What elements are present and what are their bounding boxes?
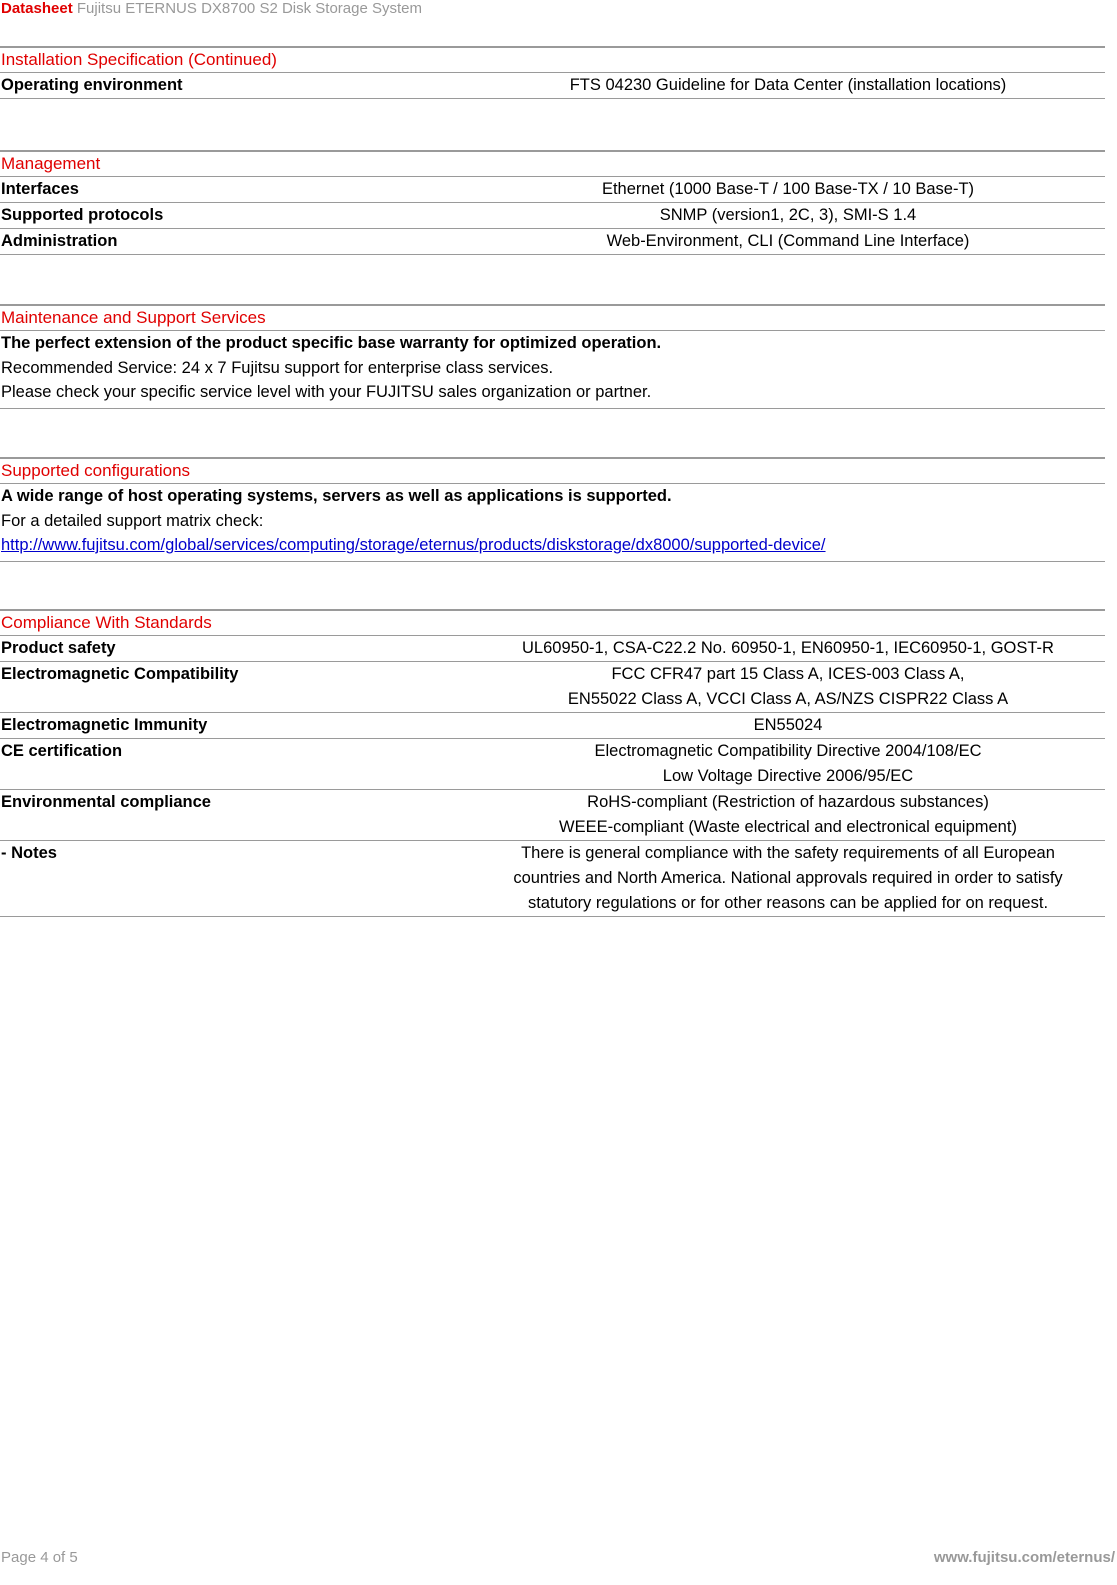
spec-value-line: Ethernet (1000 Base-T / 100 Base-TX / 10 Base-T) — [601, 180, 975, 198]
spec-value — [471, 203, 1105, 228]
spec-value-line: UL60950-1, CSA-C22.2 No. 60950-1, EN60950-1, IEC60950-1, GOST-R — [522, 639, 1054, 657]
spec-value — [471, 662, 1105, 712]
spec-value-line: SNMP (version1, 2C, 3), SMI-S 1.4 — [659, 206, 917, 224]
spec-value-line: EN55022 Class A, VCCI Class A, AS/NZS CISPR22 Class A — [567, 690, 1009, 708]
management-title: Management — [0, 150, 1105, 177]
spec-label: Administration — [1, 232, 118, 250]
spec-label: - Notes — [1, 844, 57, 862]
spec-value — [471, 713, 1105, 738]
page-number: Page 4 of 5 — [1, 1549, 78, 1566]
header-brand: Datasheet — [1, 0, 73, 17]
spec-value-line: There is general compliance with the safety requirements of all European — [521, 844, 1055, 862]
spec-label: Environmental compliance — [1, 793, 211, 811]
installation-section — [0, 46, 1105, 99]
spec-value — [471, 229, 1105, 254]
maintenance-line1: Recommended Service: 24 x 7 Fujitsu support for enterprise class services. — [1, 358, 554, 377]
spec-label: Supported protocols — [1, 206, 164, 224]
spec-label: Operating environment — [1, 76, 183, 94]
maintenance-text — [0, 331, 1105, 409]
spec-value — [471, 739, 1105, 789]
spec-label: Electromagnetic Immunity — [1, 716, 208, 734]
compliance-section — [0, 609, 1105, 917]
spec-row — [0, 73, 1105, 99]
spec-label: CE certification — [1, 742, 123, 760]
spec-value-line: Low Voltage Directive 2006/95/EC — [662, 767, 914, 785]
spec-row — [0, 841, 1105, 917]
spec-value-line: RoHS-compliant (Restriction of hazardous substances) — [587, 793, 989, 811]
maintenance-line2: Please check your specific service level with your FUJITSU sales organization or partner. — [1, 383, 652, 401]
maintenance-section — [0, 304, 1105, 409]
spec-value-line: countries and North America. National approvals required in order to satisfy — [513, 869, 1063, 887]
spec-value-line: FTS 04230 Guideline for Data Center (installation locations) — [569, 76, 1007, 94]
installation-title: Installation Specification (Continued) — [0, 46, 1105, 73]
spec-row — [0, 739, 1105, 790]
maintenance-title: Maintenance and Support Services — [0, 304, 1105, 331]
spec-value-line: WEEE-compliant (Waste electrical and electronical equipment) — [559, 818, 1017, 836]
spec-value-line: EN55024 — [753, 716, 823, 734]
spec-value — [471, 73, 1105, 98]
footer-url: www.fujitsu.com/eternus/ — [933, 1549, 1115, 1566]
spec-value — [471, 841, 1105, 916]
configurations-title: Supported configurations — [0, 457, 1105, 484]
spec-value — [471, 177, 1105, 202]
spec-row — [0, 790, 1105, 841]
management-section — [0, 150, 1105, 255]
compliance-title: Compliance With Standards — [0, 609, 1105, 636]
spec-row — [0, 229, 1105, 255]
spec-label: Electromagnetic Compatibility — [1, 665, 239, 683]
page-header — [1, 0, 422, 18]
configurations-text — [0, 484, 1105, 562]
spec-value — [471, 636, 1105, 661]
spec-row — [0, 713, 1105, 739]
spec-value-line: FCC CFR47 part 15 Class A, ICES-003 Class A, — [611, 665, 965, 683]
maintenance-lead: The perfect extension of the product specific base warranty for optimized operation. — [1, 334, 662, 352]
spec-row — [0, 177, 1105, 203]
configurations-section — [0, 457, 1105, 562]
spec-label: Interfaces — [1, 180, 79, 198]
spec-value-line: Electromagnetic Compatibility Directive 2004/108/EC — [594, 742, 982, 760]
spec-value-line: Web-Environment, CLI (Command Line Interface) — [606, 232, 970, 250]
spec-row — [0, 662, 1105, 713]
configurations-lead: A wide range of host operating systems, servers as well as applications is supported. — [1, 487, 672, 505]
configurations-line1: For a detailed support matrix check: — [1, 511, 264, 530]
spec-value — [471, 790, 1105, 840]
spec-value-line: statutory regulations or for other reasons can be applied for on request. — [527, 894, 1049, 912]
spec-row — [0, 203, 1105, 229]
support-matrix-link[interactable]: http://www.fujitsu.com/global/services/computing/storage/eternus/products/diskstorage/dx8000/supported-device/ — [1, 536, 826, 554]
header-title: Fujitsu ETERNUS DX8700 S2 Disk Storage System — [76, 0, 422, 17]
spec-label: Product safety — [1, 639, 116, 657]
spec-row — [0, 636, 1105, 662]
